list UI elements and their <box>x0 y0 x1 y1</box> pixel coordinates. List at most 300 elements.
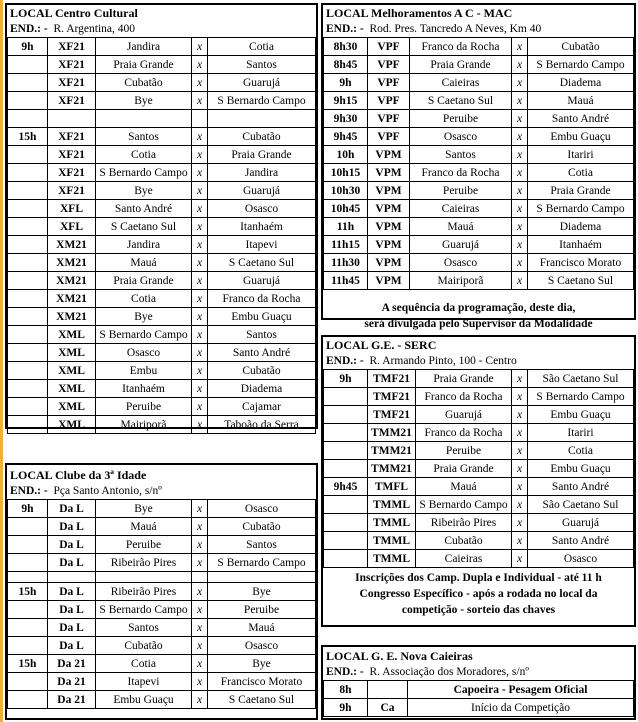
versus-cell: x <box>192 236 208 254</box>
table-row <box>8 56 316 74</box>
team-a-cell: Mauá <box>416 478 512 496</box>
versus-cell: x <box>192 200 208 218</box>
team-b-cell: Osasco <box>208 500 316 518</box>
category-cell: Da L <box>48 637 96 655</box>
versus-cell: x <box>192 673 208 691</box>
team-a-cell: Osasco <box>96 344 192 362</box>
category-cell: XF21 <box>48 128 96 146</box>
table-row <box>324 370 634 388</box>
time-cell <box>8 673 48 691</box>
time-cell: 11h15 <box>324 236 368 254</box>
team-b-cell: Itariri <box>528 146 634 164</box>
team-a-cell: Ribeirão Pires <box>416 514 512 532</box>
time-cell <box>324 424 368 442</box>
time-cell <box>324 514 368 532</box>
team-a-cell: Peruibe <box>416 442 512 460</box>
table-row <box>324 496 634 514</box>
category-cell: Da L <box>48 601 96 619</box>
versus-cell: x <box>192 554 208 572</box>
block-melhoramentos <box>321 3 636 330</box>
time-cell <box>8 344 48 362</box>
block-clube-3-idade <box>5 463 318 720</box>
table-row <box>8 218 316 236</box>
category-cell: VPM <box>368 164 410 182</box>
time-cell <box>8 637 48 655</box>
versus-cell: x <box>192 128 208 146</box>
category-cell: TMM21 <box>368 460 416 478</box>
team-a-cell: S Bernardo Campo <box>96 601 192 619</box>
time-cell <box>324 460 368 478</box>
time-cell <box>8 619 48 637</box>
category-cell: XFL <box>48 218 96 236</box>
versus-cell: x <box>512 496 528 514</box>
table-row <box>8 92 316 110</box>
versus-cell: x <box>192 254 208 272</box>
team-a-cell: Ribeirão Pires <box>96 583 192 601</box>
category-cell: XF21 <box>48 92 96 110</box>
category-cell: VPF <box>368 74 410 92</box>
time-cell <box>8 290 48 308</box>
team-a-cell: Peruibe <box>96 536 192 554</box>
time-cell: 8h30 <box>324 38 368 56</box>
table-row <box>8 637 316 655</box>
team-b-cell: Praia Grande <box>208 146 316 164</box>
team-b-cell: Diadema <box>528 74 634 92</box>
category-cell: Da L <box>48 583 96 601</box>
versus-cell: x <box>192 308 208 326</box>
table-row <box>324 478 634 496</box>
category-cell: XF21 <box>48 146 96 164</box>
versus-cell: x <box>512 182 528 200</box>
category-cell: Da L <box>48 554 96 572</box>
table-row <box>8 416 316 434</box>
versus-cell: x <box>512 550 528 568</box>
category-cell: TMF21 <box>368 388 416 406</box>
table-row <box>8 583 316 601</box>
team-b-cell: Jandira <box>208 164 316 182</box>
block-address: END.: - R. Associação dos Moradores, s/nº <box>326 666 529 678</box>
team-b-cell: São Caetano Sul <box>528 370 634 388</box>
category-cell: XML <box>48 380 96 398</box>
table-row <box>8 518 316 536</box>
versus-cell: x <box>192 182 208 200</box>
versus-cell <box>192 110 208 128</box>
category-cell <box>368 681 408 699</box>
time-cell: 11h30 <box>324 254 368 272</box>
versus-cell: x <box>192 655 208 673</box>
table-row <box>8 110 316 128</box>
time-cell <box>324 550 368 568</box>
schedule-table <box>323 369 634 568</box>
table-row <box>8 128 316 146</box>
team-b-cell: Itariri <box>528 424 634 442</box>
note-line: A sequência da programação, deste dia, <box>381 302 576 314</box>
left-edge-strip <box>0 0 3 722</box>
team-a-cell: Santos <box>96 128 192 146</box>
team-a-cell: Peruibe <box>96 398 192 416</box>
block-address: END.: - Rod. Pres. Tancredo A Neves, Km 40 <box>326 23 542 35</box>
category-cell: XF21 <box>48 164 96 182</box>
time-cell <box>324 496 368 514</box>
team-b-cell: Mauá <box>208 619 316 637</box>
team-a-cell: S Bernardo Campo <box>96 326 192 344</box>
team-b-cell: Santos <box>208 536 316 554</box>
table-row <box>8 536 316 554</box>
category-cell: TMF21 <box>368 370 416 388</box>
team-a-cell: Bye <box>96 308 192 326</box>
versus-cell: x <box>192 380 208 398</box>
versus-cell: x <box>512 460 528 478</box>
team-b-cell: Embu Guaçu <box>208 308 316 326</box>
category-cell: Da L <box>48 518 96 536</box>
versus-cell: x <box>192 536 208 554</box>
block-title: LOCAL G.E. - SERC <box>326 338 437 352</box>
table-row <box>324 74 634 92</box>
team-b-cell: Itapevi <box>208 236 316 254</box>
team-a-cell: S Bernardo Campo <box>416 496 512 514</box>
table-row <box>8 326 316 344</box>
table-row <box>324 532 634 550</box>
team-a-cell: S Caetano Sul <box>410 92 512 110</box>
team-b-cell: Bye <box>208 655 316 673</box>
time-cell <box>8 380 48 398</box>
table-row <box>8 344 316 362</box>
versus-cell: x <box>512 532 528 550</box>
category-cell: VPM <box>368 182 410 200</box>
table-row <box>8 691 316 709</box>
team-b-cell: Santo André <box>528 478 634 496</box>
time-cell: 9h <box>8 500 48 518</box>
team-a-cell: Bye <box>96 92 192 110</box>
block-nova-caieiras <box>321 645 636 720</box>
time-cell <box>8 74 48 92</box>
team-a-cell: Osasco <box>410 128 512 146</box>
time-cell: 10h <box>324 146 368 164</box>
category-cell: XM21 <box>48 290 96 308</box>
table-row <box>8 308 316 326</box>
versus-cell: x <box>192 500 208 518</box>
versus-cell: x <box>192 326 208 344</box>
team-a-cell: Cubatão <box>96 637 192 655</box>
table-row <box>8 619 316 637</box>
team-a-cell: S Bernardo Campo <box>96 164 192 182</box>
versus-cell: x <box>192 290 208 308</box>
team-b-cell: Cubatão <box>528 38 634 56</box>
table-row <box>8 272 316 290</box>
block-address: END.: - R. Argentina, 400 <box>10 23 136 35</box>
time-cell <box>324 406 368 424</box>
table-row <box>8 500 316 518</box>
time-cell <box>8 272 48 290</box>
team-b-cell: Diadema <box>208 380 316 398</box>
time-cell <box>324 388 368 406</box>
time-cell <box>8 92 48 110</box>
spacer <box>8 572 316 583</box>
team-b-cell: Cubatão <box>208 362 316 380</box>
table-row <box>324 164 634 182</box>
time-cell <box>8 110 48 128</box>
category-cell: VPF <box>368 92 410 110</box>
team-b-cell: Santos <box>208 56 316 74</box>
team-b-cell: Santo André <box>208 344 316 362</box>
category-cell: Da 21 <box>48 691 96 709</box>
table-row <box>8 398 316 416</box>
team-a-cell: Cotia <box>96 146 192 164</box>
category-cell: Da L <box>48 619 96 637</box>
time-cell <box>8 416 48 434</box>
time-cell: 11h45 <box>324 272 368 290</box>
team-a-cell: Ribeirão Pires <box>96 554 192 572</box>
versus-cell: x <box>512 478 528 496</box>
versus-cell: x <box>512 200 528 218</box>
team-a-cell: Caieiras <box>416 550 512 568</box>
time-cell <box>8 254 48 272</box>
category-cell: XM21 <box>48 272 96 290</box>
table-row <box>324 699 634 717</box>
table-row <box>324 550 634 568</box>
team-a-cell: Mairiporã <box>410 272 512 290</box>
versus-cell: x <box>512 110 528 128</box>
team-b-cell <box>208 110 316 128</box>
team-b-cell: Cajamar <box>208 398 316 416</box>
schedule-table <box>323 37 634 290</box>
time-cell <box>324 442 368 460</box>
team-a-cell: Guarujá <box>410 236 512 254</box>
team-a-cell: Praia Grande <box>96 272 192 290</box>
team-a-cell: Mairiporã <box>96 416 192 434</box>
team-b-cell: Praia Grande <box>528 182 634 200</box>
time-cell <box>8 164 48 182</box>
team-a-cell: Praia Grande <box>416 460 512 478</box>
team-a-cell: Franco da Rocha <box>410 164 512 182</box>
table-row <box>324 128 634 146</box>
time-cell: 11h <box>324 218 368 236</box>
team-a-cell: Itapevi <box>96 673 192 691</box>
schedule-table <box>7 37 316 434</box>
team-a-cell: Santos <box>410 146 512 164</box>
team-b-cell: Guarujá <box>528 514 634 532</box>
block-centro-cultural <box>5 3 318 429</box>
note-line: Congresso Específico - após a rodada no local da <box>359 588 598 600</box>
block-address: END.: - Pça Santo Antonio, s/nº <box>10 485 162 497</box>
table-row <box>324 146 634 164</box>
category-cell: XML <box>48 416 96 434</box>
team-a-cell: Jandira <box>96 38 192 56</box>
category-cell <box>48 110 96 128</box>
time-cell <box>324 532 368 550</box>
category-cell: VPM <box>368 218 410 236</box>
category-cell: XM21 <box>48 308 96 326</box>
table-row <box>8 200 316 218</box>
versus-cell: x <box>512 406 528 424</box>
category-cell: VPF <box>368 110 410 128</box>
category-cell: VPF <box>368 38 410 56</box>
block-title: LOCAL Melhoramentos A C - MAC <box>326 6 513 20</box>
team-b-cell: Peruibe <box>208 601 316 619</box>
time-cell <box>8 691 48 709</box>
table-row <box>8 362 316 380</box>
table-row <box>8 655 316 673</box>
team-b-cell: S Caetano Sul <box>208 254 316 272</box>
team-a-cell: Cubatão <box>96 74 192 92</box>
time-cell: 10h30 <box>324 182 368 200</box>
time-cell <box>8 518 48 536</box>
category-cell: TMFL <box>368 478 416 496</box>
versus-cell: x <box>512 56 528 74</box>
versus-cell: x <box>512 128 528 146</box>
category-cell: TMML <box>368 496 416 514</box>
team-a-cell: Praia Grande <box>96 56 192 74</box>
time-cell: 15h <box>8 128 48 146</box>
table-row <box>324 388 634 406</box>
category-cell: XM21 <box>48 254 96 272</box>
team-b-cell: Diadema <box>528 218 634 236</box>
team-a-cell: S Caetano Sul <box>96 218 192 236</box>
team-b-cell: Franco da Rocha <box>208 290 316 308</box>
table-row <box>324 424 634 442</box>
time-cell: 10h45 <box>324 200 368 218</box>
versus-cell: x <box>192 691 208 709</box>
versus-cell: x <box>192 619 208 637</box>
table-row <box>324 272 634 290</box>
time-cell: 8h <box>324 681 368 699</box>
team-a-cell: Embu <box>96 362 192 380</box>
time-cell: 8h45 <box>324 56 368 74</box>
category-cell: XML <box>48 326 96 344</box>
category-cell: XF21 <box>48 74 96 92</box>
event-cell: Capoeira - Pesagem Oficial <box>408 681 634 699</box>
versus-cell: x <box>512 254 528 272</box>
table-row <box>8 236 316 254</box>
block-address: END.: - R. Armando Pinto, 100 - Centro <box>326 355 517 367</box>
team-a-cell: Peruibe <box>410 182 512 200</box>
team-a-cell: Peruibe <box>410 110 512 128</box>
time-cell: 9h30 <box>324 110 368 128</box>
time-cell <box>8 200 48 218</box>
versus-cell: x <box>512 92 528 110</box>
team-b-cell: Guarujá <box>208 272 316 290</box>
time-cell: 9h <box>8 38 48 56</box>
team-a-cell: Caieiras <box>410 74 512 92</box>
versus-cell: x <box>512 218 528 236</box>
versus-cell: x <box>512 424 528 442</box>
team-b-cell: Cubatão <box>208 518 316 536</box>
team-b-cell: Taboão da Serra <box>208 416 316 434</box>
team-a-cell: Santos <box>96 619 192 637</box>
category-cell: XF21 <box>48 38 96 56</box>
time-cell: 9h <box>324 74 368 92</box>
team-a-cell: Itanhaém <box>96 380 192 398</box>
versus-cell: x <box>192 362 208 380</box>
category-cell: TMML <box>368 550 416 568</box>
team-b-cell: Cotia <box>528 164 634 182</box>
team-b-cell: Santos <box>208 326 316 344</box>
table-row <box>324 218 634 236</box>
category-cell: Da 21 <box>48 655 96 673</box>
team-b-cell: S Bernardo Campo <box>208 92 316 110</box>
time-cell: 10h15 <box>324 164 368 182</box>
table-row <box>324 200 634 218</box>
time-cell: 9h45 <box>324 478 368 496</box>
category-cell: Da 21 <box>48 673 96 691</box>
time-cell <box>8 218 48 236</box>
versus-cell: x <box>192 601 208 619</box>
note-line: será divulgada pelo Supervisor da Modalidade <box>364 318 593 330</box>
versus-cell: x <box>512 442 528 460</box>
time-cell: 9h <box>324 699 368 717</box>
team-b-cell: Guarujá <box>208 182 316 200</box>
versus-cell: x <box>192 344 208 362</box>
team-b-cell: S Caetano Sul <box>208 691 316 709</box>
time-cell: 9h <box>324 370 368 388</box>
versus-cell: x <box>512 514 528 532</box>
table-row <box>324 681 634 699</box>
team-b-cell: Francisco Morato <box>208 673 316 691</box>
team-a-cell: Jandira <box>96 236 192 254</box>
team-b-cell: Guarujá <box>208 74 316 92</box>
category-cell: VPM <box>368 146 410 164</box>
team-b-cell: S Caetano Sul <box>528 272 634 290</box>
team-b-cell: Cotia <box>528 442 634 460</box>
team-a-cell <box>96 110 192 128</box>
versus-cell: x <box>192 92 208 110</box>
table-row <box>8 554 316 572</box>
team-b-cell: Mauá <box>528 92 634 110</box>
table-row <box>324 56 634 74</box>
team-b-cell: S Bernardo Campo <box>208 554 316 572</box>
versus-cell: x <box>512 370 528 388</box>
team-a-cell: Mauá <box>96 518 192 536</box>
team-b-cell: S Bernardo Campo <box>528 200 634 218</box>
versus-cell: x <box>192 583 208 601</box>
versus-cell: x <box>512 272 528 290</box>
category-cell: XFL <box>48 200 96 218</box>
versus-cell: x <box>192 164 208 182</box>
category-cell: XM21 <box>48 236 96 254</box>
time-cell <box>8 236 48 254</box>
category-cell: VPM <box>368 200 410 218</box>
team-a-cell: Embu Guaçu <box>96 691 192 709</box>
time-cell <box>8 398 48 416</box>
category-cell: VPM <box>368 236 410 254</box>
table-row <box>324 236 634 254</box>
table-row <box>324 514 634 532</box>
event-cell: Início da Competição <box>408 699 634 717</box>
category-cell: TMF21 <box>368 406 416 424</box>
team-a-cell: Mauá <box>96 254 192 272</box>
time-cell: 15h <box>8 583 48 601</box>
category-cell: VPF <box>368 56 410 74</box>
category-cell: Da L <box>48 500 96 518</box>
category-cell: VPM <box>368 272 410 290</box>
category-cell: TMM21 <box>368 424 416 442</box>
category-cell: Da L <box>48 536 96 554</box>
versus-cell: x <box>192 146 208 164</box>
team-a-cell: Cubatão <box>416 532 512 550</box>
versus-cell: x <box>512 38 528 56</box>
versus-cell: x <box>512 388 528 406</box>
team-b-cell: São Caetano Sul <box>528 496 634 514</box>
versus-cell: x <box>192 56 208 74</box>
table-row <box>8 290 316 308</box>
team-b-cell: Cubatão <box>208 128 316 146</box>
team-a-cell: Mauá <box>410 218 512 236</box>
table-row <box>324 442 634 460</box>
block-title: LOCAL Centro Cultural <box>10 6 138 20</box>
note-line: Inscrições dos Camp. Dupla e Individual - até 11 h <box>355 572 602 584</box>
versus-cell: x <box>192 218 208 236</box>
time-cell: 15h <box>8 655 48 673</box>
